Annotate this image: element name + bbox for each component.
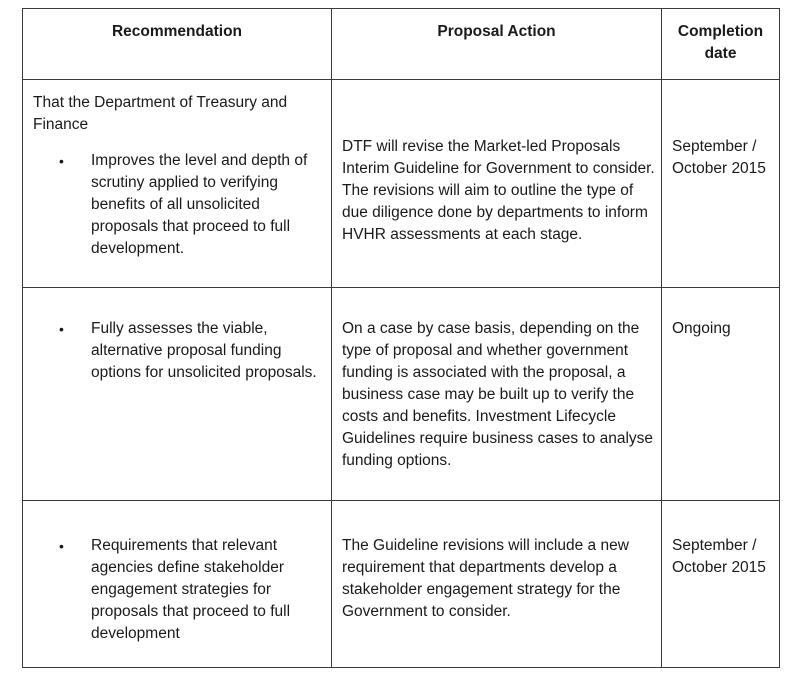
recommendation-cell	[23, 80, 332, 288]
proposal-action-cell	[332, 288, 662, 501]
header-proposal-action: Proposal Action	[332, 9, 662, 80]
completion-date-cell	[662, 80, 780, 288]
recommendations-table	[22, 8, 780, 668]
list-item	[23, 136, 331, 260]
completion-date-cell	[662, 288, 780, 501]
header-completion-date: Completion date	[662, 9, 780, 80]
bullet-icon: •	[59, 538, 64, 555]
header-recommendation: Recommendation	[23, 9, 332, 80]
proposal-action-text: The Guideline revisions will include a new requirement that departments develop a stakeholder engagement strategy for the Government to consider.	[342, 537, 629, 621]
proposal-action-cell	[332, 80, 662, 288]
completion-date-text: September / October 2015	[672, 537, 766, 577]
bullet-icon: •	[59, 321, 64, 338]
table-header-row	[23, 9, 780, 80]
bullet-icon: •	[59, 153, 64, 169]
recommendation-cell	[23, 288, 332, 501]
proposal-action-cell	[332, 501, 662, 668]
table-row	[23, 288, 780, 501]
recommendation-text: Improves the level and depth of scrutiny applied to verifying benefits of all unsolicited proposals that proceed to full development.	[91, 152, 308, 257]
completion-date-cell	[662, 501, 780, 668]
table-row	[23, 501, 780, 668]
proposal-action-text: On a case by case basis, depending on the type of proposal and whether government funding is associated with the proposal, a business case may be built up to verify the costs and benefits. Investment Lifecycle Guidelines require business cases to analyse funding options.	[342, 320, 654, 470]
recommendation-text: Fully assesses the viable, alternative proposal funding options for unsolicited proposals.	[91, 320, 317, 382]
table-row	[23, 80, 780, 288]
recommendation-cell	[23, 501, 332, 668]
intro-text: That the Department of Treasury and Finance	[33, 94, 288, 133]
list-item	[23, 288, 331, 384]
completion-date-text: Ongoing	[672, 320, 731, 338]
recommendation-text: Requirements that relevant agencies define stakeholder engagement strategies for proposals that proceed to full development	[91, 537, 291, 643]
completion-date-text: September / October 2015	[672, 138, 766, 177]
proposal-action-text: DTF will revise the Market-led Proposals Interim Guideline for Government to consider. The revisions will aim to outline the type of due diligence done by departments to inform HVHR assessments at each stage.	[342, 138, 655, 243]
list-item	[23, 501, 331, 645]
